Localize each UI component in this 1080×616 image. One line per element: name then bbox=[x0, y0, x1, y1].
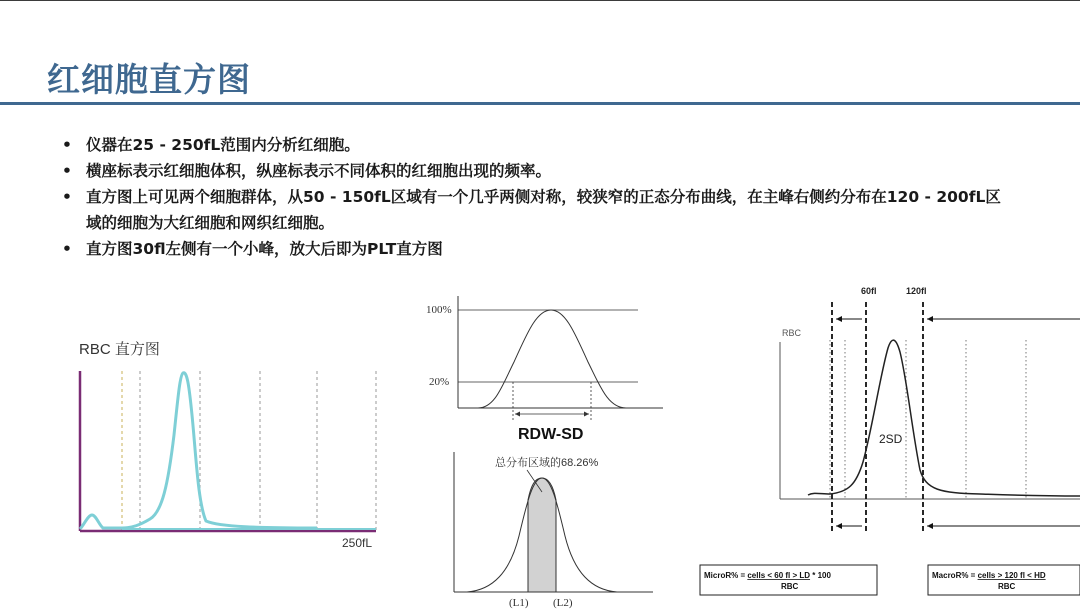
rdw-cv-label-l2: (L2) bbox=[553, 597, 573, 609]
rdw-sd-label-100: 100% bbox=[426, 304, 452, 316]
micro-macro-figure bbox=[690, 280, 1080, 596]
micro-macro-label-120: 120fl bbox=[906, 286, 927, 296]
rbc-histogram-x-end-label: 250fL bbox=[342, 536, 373, 550]
rdw-cv-figure bbox=[445, 452, 660, 614]
bullet-list bbox=[62, 132, 1062, 262]
rbc-histogram-figure bbox=[70, 335, 400, 555]
title-underline bbox=[0, 102, 1080, 105]
bullet-item: • 横座标表示红细胞体积，纵座标表示不同体积的红细胞出现的频率。 bbox=[62, 158, 1062, 184]
rbc-histogram-title: RBC 直方图 bbox=[79, 341, 160, 358]
rdw-sd-caption: RDW-SD bbox=[518, 426, 584, 443]
rbc-histogram-curve bbox=[80, 373, 317, 529]
rdw-sd-figure bbox=[420, 296, 670, 446]
svg-text:MicroR% = cells < 60 fl > LD * bbox=[704, 571, 832, 580]
rdw-cv-label-l1: (L1) bbox=[509, 597, 529, 609]
rdw-sd-label-20: 20% bbox=[429, 376, 450, 388]
slide-title: 红细胞直方图 bbox=[47, 60, 251, 99]
rdw-cv-annotation: 总分布区域的68.26% bbox=[495, 457, 599, 469]
macror-prefix: MacroR% = bbox=[932, 571, 978, 580]
micror-denominator: RBC bbox=[781, 582, 799, 591]
micror-prefix: MicroR% = bbox=[704, 571, 748, 580]
macror-denominator: RBC bbox=[998, 582, 1016, 591]
micro-macro-y-label: RBC bbox=[782, 328, 802, 338]
top-border bbox=[0, 0, 1080, 1]
rdw-sd-curve bbox=[478, 310, 626, 408]
micro-macro-curve bbox=[808, 340, 1080, 496]
svg-text:MacroR% = cells > 120 fl < HD bbox=[932, 571, 1046, 580]
micro-macro-label-60: 60fl bbox=[861, 286, 877, 296]
bullet-item: • 仪器在25 - 250fL范围内分析红细胞。 bbox=[62, 132, 1062, 158]
bullet-item: • 直方图上可见两个细胞群体，从50 - 150fL区域有一个几乎两侧对称，较狭窄的正态分布曲线，在主峰右侧约分布在120 - 200fL区域的细胞为大红细胞和网织红细胞。 bbox=[62, 184, 1006, 236]
rdw-cv-shaded-region bbox=[528, 478, 556, 592]
micror-suffix: * 100 bbox=[810, 571, 831, 580]
bullet-item: • 直方图30fl左侧有一个小峰，放大后即为PLT直方图 bbox=[62, 236, 1062, 262]
micror-numerator: cells < 60 fl > LD bbox=[747, 571, 811, 580]
macror-numerator: cells > 120 fl < HD bbox=[977, 571, 1046, 580]
micro-macro-label-2sd: 2SD bbox=[879, 432, 903, 446]
